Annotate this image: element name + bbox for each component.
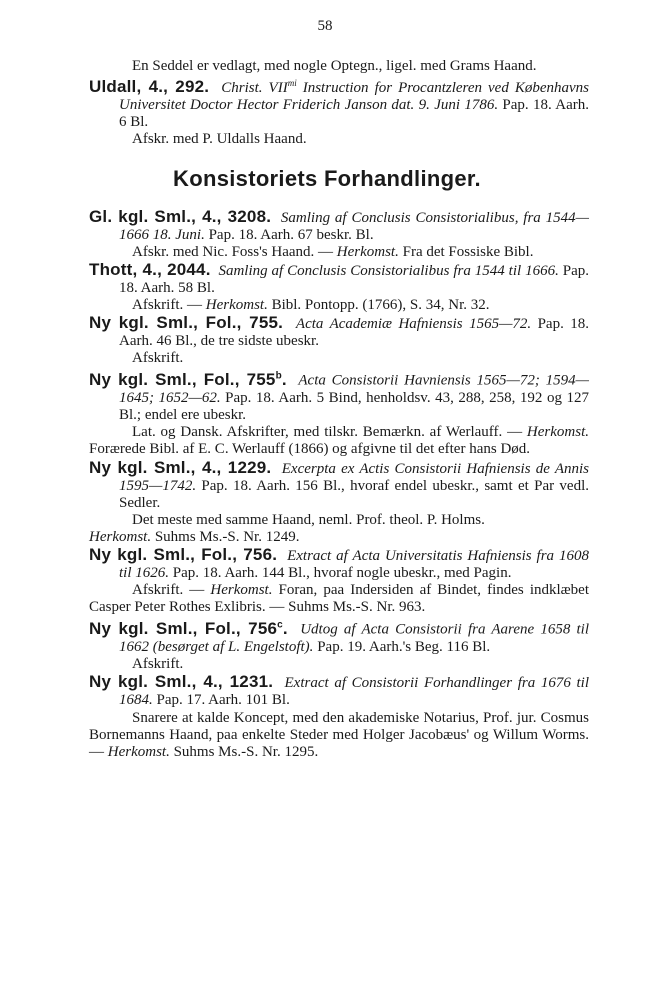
entry-title: Acta Academiæ Hafniensis 1565—72. (295, 316, 532, 333)
entry-title: Christ. $VII^{mi}$ Instruction for Procantzleren ved Københavns Universitet Doctor Hector Friderich Janson dat. 9. Juni 1786. (119, 78, 589, 114)
entry-note: Afskr. med P. Uldalls Haand. (132, 131, 307, 148)
section-title: Konsistoriets Forhandlinger. (173, 166, 481, 192)
entry-desc: Pap. 18. Aarh. 46 Bl., de tre sidste ubeskr. (119, 316, 590, 350)
entry-note: Det meste med samme Haand, neml. Prof. theol. P. Holms. (132, 511, 485, 528)
entry-desc: Pap. 18. Aarh. 156 Bl., hvoraf endel ubeskr., samt et Par vedl. Sedler. (119, 477, 589, 511)
catalog-entry (89, 546, 589, 582)
entry-title: Acta Consistorii Havniensis 1565—72; 1594—1645; 1652—62. (119, 373, 589, 407)
entry-desc: Pap. 18. Aarh. 58 Bl. (119, 262, 590, 296)
catalog-entry (89, 367, 589, 424)
entry-note: Lat. og Dansk. Afskrifter, med tilskr. Bemærkn. af Werlauff. — Herkomst. Forærede Bibl. af E. C. Werlauff (1866) og afgivne til det efter hans Død. (89, 424, 589, 458)
entry-title: Extract af Consistorii Forhandlinger fra 1676 til 1684. (119, 675, 590, 709)
entry-heading: Thott, 4., 2044. (89, 259, 211, 279)
catalog-entry (89, 208, 589, 244)
entry-heading: Ny kgl. Sml., Fol., 756. (89, 545, 278, 564)
catalog-entry (89, 261, 589, 297)
entry-note: Afskrift. (132, 350, 184, 367)
entry-heading: Gl. kgl. Sml., 4., 3208. (89, 206, 272, 226)
entry-title: Extract af Acta Universitatis Hafniensis fra 1608 til 1626. (119, 548, 589, 582)
entry-note: Afskr. med Nic. Foss's Haand. — Herkomst. Fra det Fossiske Bibl. (132, 243, 534, 260)
entry-title: Udtog af Acta Consistorii fra Aarene 1658 til 1662 (besørget af L. Engelstoft). (119, 622, 589, 656)
entry-desc: Pap. 18. Aarh. 144 Bl., hvoraf nogle ubeskr., med Pagin. (169, 565, 512, 582)
page-number: 58 (317, 18, 333, 34)
entry-note: Afskrift. — Herkomst. Foran, paa Indersiden af Bindet, findes indklæbet Casper Peter Rothes Exlibris. — Suhms Ms.-S. Nr. 963. (89, 582, 589, 616)
catalog-entry-uldall (89, 75, 589, 131)
catalog-entry (89, 314, 589, 350)
entry-desc: Pap. 18. Aarh. 6 Bl. (119, 97, 589, 131)
entry-note: Snarere at kalde Koncept, med den akademiske Notarius, Prof. jur. Cosmus Bornemanns Haand, paa enkelte Steder med Holger Jacobæus' og Willum Worms. — Herkomst. Suhms Ms.-S. Nr. 1295. (89, 709, 589, 760)
entry-title: Samling af Conclusis Consistorialibus, fra 1544—1666 18. Juni. (119, 209, 590, 243)
catalog-entry (89, 616, 589, 656)
entry-desc: Pap. 18. Aarh. 5 Bind, henholdsv. 43, 288, 258, 192 og 127 Bl.; endel ere ubeskr. (119, 390, 589, 424)
entry-heading: Ny kgl. Sml., Fol., 755. (89, 313, 284, 333)
entry-desc: Pap. 17. Aarh. 101 Bl. (152, 692, 290, 709)
entry-note: Afskrift. (132, 656, 184, 673)
entry-heading: Ny kgl. Sml., Fol., 755$^b$. (89, 370, 287, 390)
entry-heading: Ny kgl. Sml., Fol., 756$^c$. (89, 619, 288, 639)
catalog-entries (89, 58, 589, 761)
catalog-entry (89, 459, 589, 512)
entry-desc: Pap. 19. Aarh.'s Beg. 116 Bl. (313, 639, 491, 656)
entry-desc: Pap. 18. Aarh. 67 beskr. Bl. (204, 226, 374, 243)
entry-heading: Ny kgl. Sml., 4., 1231. (89, 672, 274, 692)
entry-title: Excerpta ex Actis Consistorii Hafniensis de Annis 1595—1742. (119, 460, 590, 494)
catalog-entry (89, 673, 589, 709)
entry-heading: Ny kgl. Sml., 4., 1229. (89, 457, 272, 477)
entry-note: Afskrift. — Herkomst. Bibl. Pontopp. (1766), S. 34, Nr. 32. (132, 297, 490, 314)
entry-provenance: Herkomst. Suhms Ms.-S. Nr. 1249. (89, 528, 300, 545)
entry-heading: Uldall, 4., 292. (89, 77, 210, 97)
entry-title: Samling af Conclusis Consistorialibus fra 1544 til 1666. (218, 262, 559, 279)
continued-note: En Seddel er vedlagt, med nogle Optegn., ligel. med Grams Haand. (132, 58, 537, 74)
